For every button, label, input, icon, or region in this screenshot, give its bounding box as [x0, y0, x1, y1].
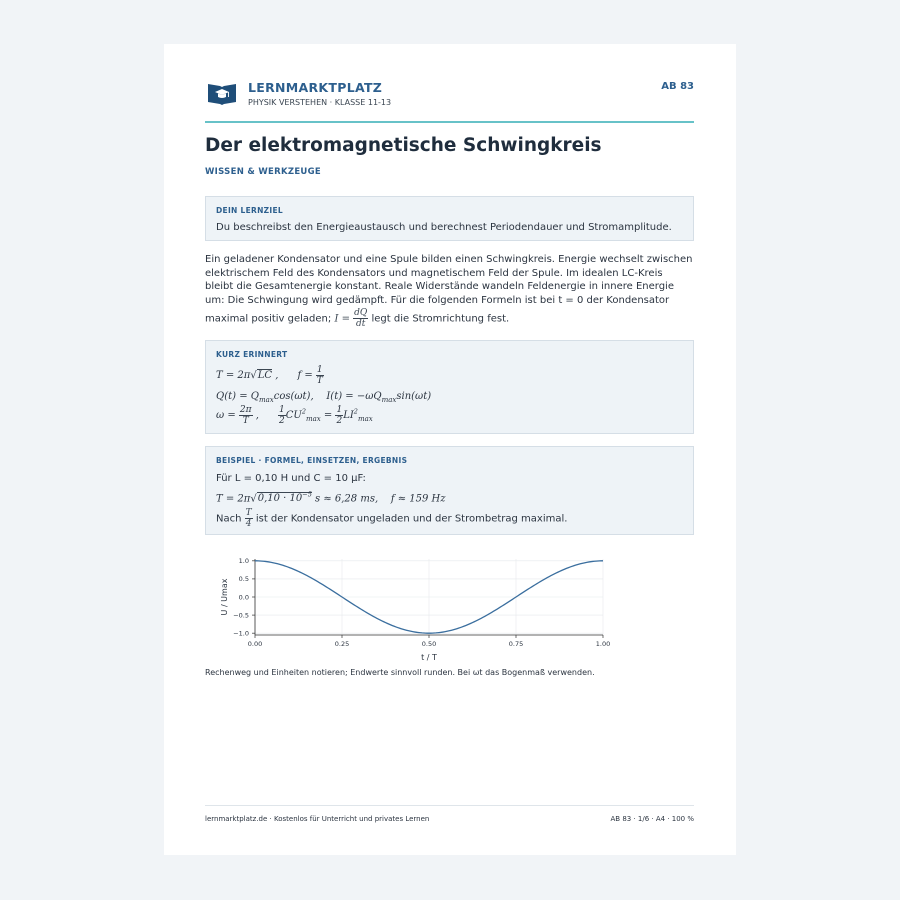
brand-name: LERNMARKTPLATZ — [248, 80, 383, 95]
page-header — [205, 80, 694, 120]
quarter-period-fraction: $\frac{T}{4}$ — [245, 508, 252, 529]
intro-paragraph — [205, 253, 694, 329]
brand-subtitle: PHYSIK VERSTEHEN · KLASSE 11-13 — [248, 98, 392, 107]
worksheet-page — [164, 44, 736, 855]
footer-left: lernmarktplatz.de · Kostenlos für Unterricht und privates Lernen — [205, 815, 430, 823]
current-formula-fraction: $\frac{dQ}{dt}$ — [354, 307, 368, 329]
graduation-cap-book-icon — [207, 81, 237, 105]
header-divider — [205, 121, 694, 123]
sheet-id: AB 83 — [661, 81, 694, 92]
current-formula-lhs: I = — [334, 313, 350, 325]
formula-period-frequency: T = 2π√LC , f = $\frac{1}{T}$ — [216, 365, 323, 386]
y-tick-label: 0.0 — [238, 593, 249, 602]
intro-text: Ein geladener Kondensator und eine Spule bilden einen Schwingkreis. Energie wechselt zwischen elektrischem Feld des Kondensators und magnetischem Feld der Spule. Im idealen LC-Kreis bleibt die Gesamtenergie konstant. Reale Widerstände wandeln Feldenergie in innere Energie um: Die Schwingung wird gedämpft. Für die folgenden Formeln ist bei t = 0 der Kondensator maximal positiv geladen; — [205, 254, 693, 325]
x-tick-label: 0.50 — [421, 640, 437, 648]
example-box — [205, 446, 694, 535]
x-tick-label: 0.00 — [247, 640, 263, 648]
formula-omega-energy: ω = $\frac{2\pi}{T}$ , $\frac{1}{2}$ $CU^2_{max}$ = $\frac{1}{2}$ $LI^2_{max}$ — [216, 405, 373, 426]
y-tick-label: −0.5 — [233, 611, 249, 620]
example-given: Für L = 0,10 H und C = 10 µF: — [216, 473, 366, 484]
footer-divider — [205, 805, 694, 806]
page-title: Der elektromagnetische Schwingkreis — [205, 135, 602, 156]
learning-goal-text: Du beschreibst den Energieaustausch und berechnest Periodendauer und Stromamplitude. — [216, 222, 672, 233]
reminder-heading: KURZ ERINNERT — [216, 350, 288, 359]
y-tick-label: −1.0 — [233, 629, 249, 638]
x-tick-label: 0.25 — [334, 640, 350, 648]
example-calculation: $T = 2\pi√0,10 \cdot 10^{-5}$ s ≈ 6,28 ms, f ≈ 159 Hz — [216, 491, 446, 505]
footer-right: AB 83 · 1/6 · A4 · 100 % — [610, 815, 694, 823]
x-tick-label: 1.00 — [595, 640, 611, 648]
example-result: Nach $\frac{T}{4}$ ist der Kondensator ungeladen und der Strombetrag maximal. — [216, 508, 568, 529]
x-tick-label: 0.75 — [508, 640, 524, 648]
y-tick-label: 0.5 — [238, 575, 249, 584]
section-label: WISSEN & WERKZEUGE — [205, 167, 322, 177]
x-axis-label: t / T — [421, 653, 437, 662]
example-heading: BEISPIEL · FORMEL, EINSETZEN, ERGEBNIS — [216, 456, 408, 465]
voltage-chart — [205, 549, 625, 664]
y-axis-label: U / Umax — [220, 578, 229, 616]
learning-goal-box — [205, 196, 694, 241]
learning-goal-heading: DEIN LERNZIEL — [216, 206, 284, 215]
y-tick-label: 1.0 — [238, 557, 249, 566]
instruction-note: Rechenweg und Einheiten notieren; Endwerte sinnvoll runden. Bei ωt das Bogenmaß verwenden. — [205, 668, 595, 677]
formula-charge-current: $Q(t) = Q_{max}\cos(\omega t)$, $I(t) = -\omega Q_{max}\sin(\omega t)$ — [216, 391, 432, 404]
reminder-box — [205, 340, 694, 434]
intro-tail: legt die Stromrichtung fest. — [371, 313, 510, 325]
